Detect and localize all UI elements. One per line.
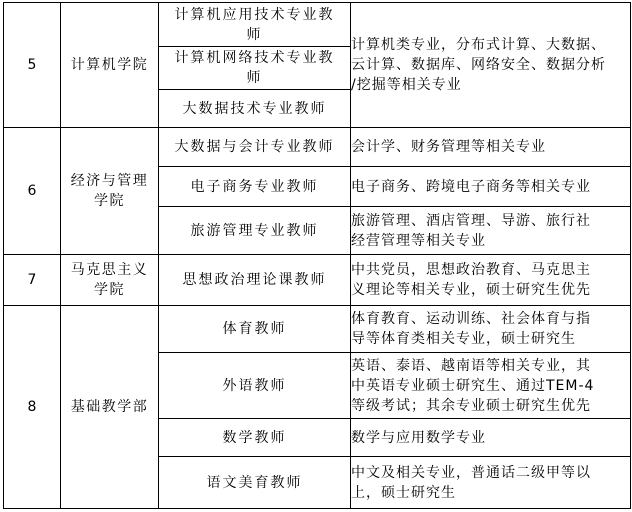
position-title-line: 大数据与会计专业教师: [174, 139, 335, 155]
position-cell: [159, 128, 351, 167]
requirement-line: 云计算、数据库、网络安全、数据分析: [351, 57, 606, 73]
position-title-line: 语文美育教师: [206, 474, 303, 491]
college-cell: [61, 3, 159, 128]
requirement-line: 英语、泰语、越南语等相关专业，其: [351, 357, 591, 374]
group-number: 8: [27, 399, 37, 415]
position-title-line: 师: [246, 70, 263, 86]
table-row: [4, 255, 631, 306]
requirement-line: 中共党员，思想政治教育、马克思主: [351, 262, 591, 278]
table-row: [4, 128, 631, 167]
position-cell: [159, 167, 351, 207]
position-title-line: 外语教师: [222, 377, 287, 394]
group-number-cell: [4, 3, 61, 128]
requirement-line: 中文及相关专业，普通话二级甲等以: [351, 464, 591, 481]
position-title-line: 思想政治理论课教师: [182, 272, 327, 288]
position-title-line: 体育教师: [222, 321, 287, 337]
requirement-cell: [351, 457, 631, 509]
college-name-line: 计算机学院: [70, 57, 149, 73]
requirement-line: 数学与应用数学专业: [351, 429, 486, 446]
college-name-line: 经济与管理: [70, 173, 149, 189]
group-number-cell: [4, 128, 61, 255]
position-cell: [159, 255, 351, 306]
group-number: 6: [27, 183, 37, 199]
position-title-line: 计算机网络技术专业教: [174, 50, 335, 66]
position-title-line: 数学教师: [222, 429, 287, 446]
requirement-line: 上，硕士研究生: [351, 484, 456, 501]
college-name-line: 马克思主义: [70, 262, 149, 278]
requirement-cell: [351, 419, 631, 457]
position-cell: [159, 90, 351, 128]
recruitment-table: [3, 2, 631, 509]
table-row: [4, 306, 631, 353]
position-cell: [159, 3, 351, 47]
table-row: [4, 3, 631, 47]
requirement-cell: [351, 167, 631, 207]
college-name-line: 学院: [94, 193, 125, 209]
position-title-line: 计算机应用技术专业教: [174, 6, 335, 23]
position-cell: [159, 419, 351, 457]
position-cell: [159, 306, 351, 353]
requirement-line: /挖掘等相关专业: [351, 77, 462, 93]
requirement-cell: [351, 128, 631, 167]
position-cell: [159, 207, 351, 255]
position-title-line: 师: [246, 26, 263, 43]
college-cell: [61, 255, 159, 306]
position-cell: [159, 457, 351, 509]
group-number: 5: [27, 57, 37, 73]
position-title-line: 大数据技术专业教师: [182, 100, 327, 117]
position-title-line: 电子商务专业教师: [190, 178, 319, 195]
requirement-line: 中英语专业硕士研究生、通过TEM-4: [351, 377, 595, 394]
position-cell: [159, 47, 351, 90]
group-number: 7: [27, 272, 37, 288]
requirement-line: 体育教育、运动训练、社会体育与指: [351, 311, 591, 327]
requirement-line: 会计学、财务管理等相关专业: [351, 139, 546, 155]
group-number-cell: [4, 306, 61, 509]
requirement-cell: [351, 353, 631, 419]
college-cell: [61, 128, 159, 255]
requirement-cell: [351, 3, 631, 128]
position-cell: [159, 353, 351, 419]
requirement-cell: [351, 255, 631, 306]
college-name-line: 基础教学部: [70, 399, 149, 415]
college-name-line: 学院: [94, 282, 125, 298]
requirement-line: 旅游管理、酒店管理、导游、旅行社: [351, 212, 591, 229]
position-title-line: 旅游管理专业教师: [190, 222, 319, 239]
requirement-line: 计算机类专业，分布式计算、大数据、: [351, 37, 606, 53]
group-number-cell: [4, 255, 61, 306]
requirement-line: 义理论等相关专业，硕士研究生优先: [351, 282, 591, 298]
requirement-cell: [351, 207, 631, 255]
requirement-line: 电子商务、跨境电子商务等相关专业: [351, 178, 591, 195]
requirement-line: 等级考试；其余专业硕士研究生优先: [351, 397, 591, 414]
requirement-line: 导等体育类相关专业，硕士研究生: [351, 331, 576, 347]
requirement-line: 经营管理等相关专业: [351, 232, 486, 249]
college-cell: [61, 306, 159, 509]
requirement-cell: [351, 306, 631, 353]
